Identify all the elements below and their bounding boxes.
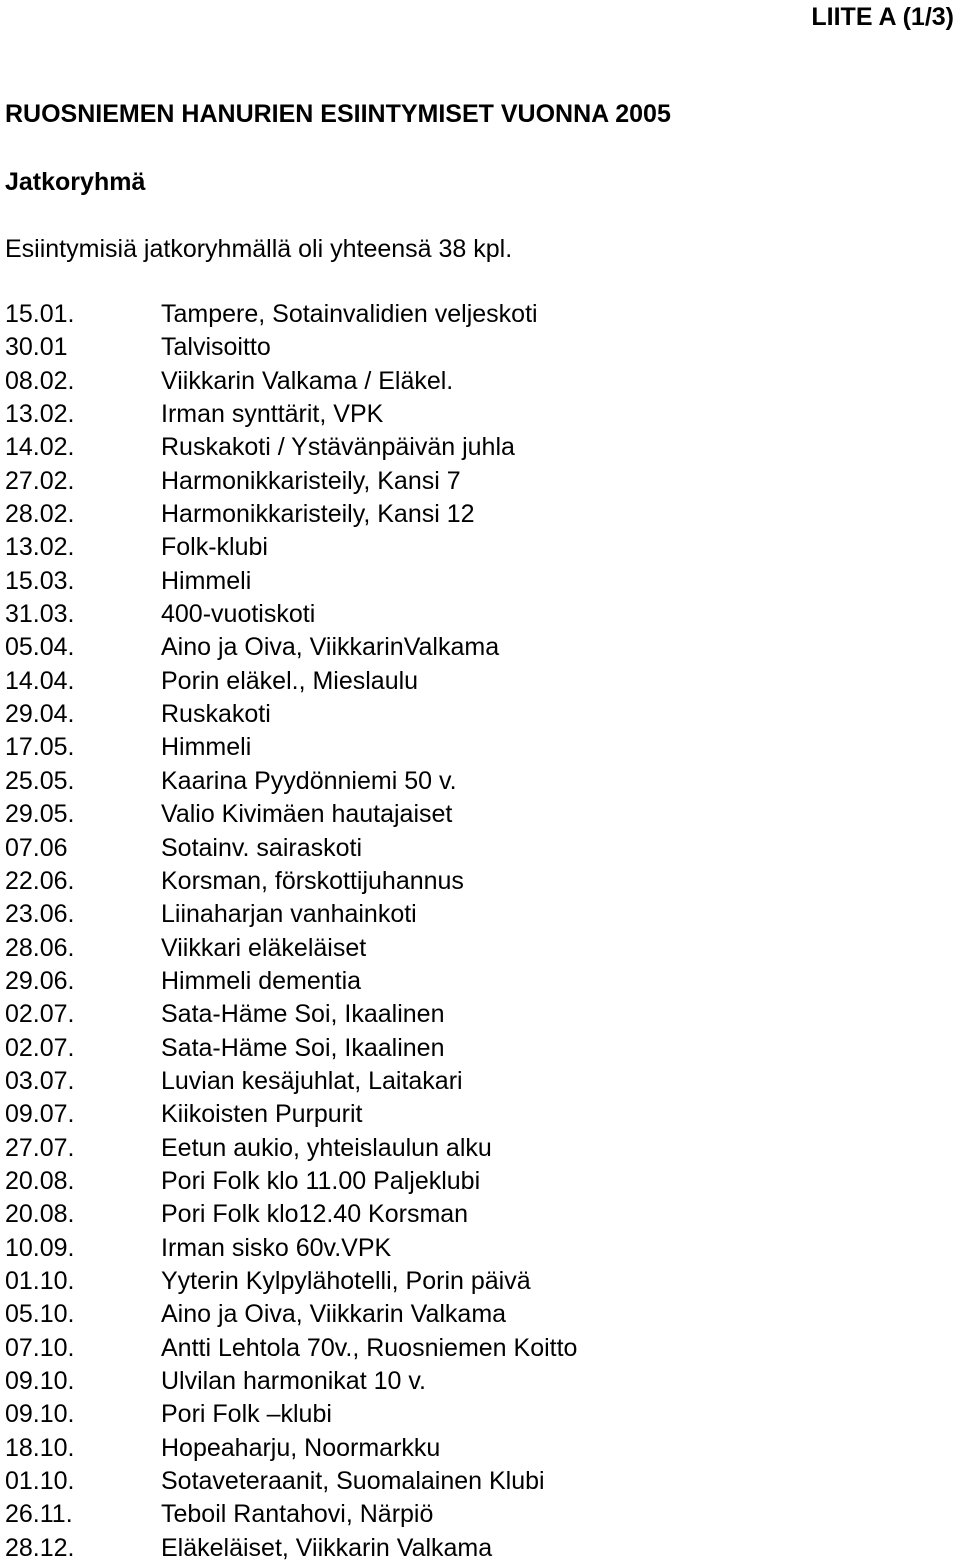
- performance-row: [5, 698, 577, 731]
- performance-event: Yyterin Kylpylähotelli, Porin päivä: [161, 1266, 531, 1295]
- performance-row: [5, 498, 577, 531]
- performance-event: Ulvilan harmonikat 10 v.: [161, 1367, 426, 1395]
- performance-event: Harmonikkaristeily, Kansi 7: [161, 466, 461, 495]
- performance-date: 26.11.: [5, 1500, 73, 1529]
- performance-date: 02.07.: [5, 1000, 75, 1029]
- performance-date: 22.06.: [5, 866, 75, 895]
- performance-date: 27.02.: [5, 466, 75, 495]
- performance-event: Ruskakoti / Ystävänpäivän juhla: [161, 433, 515, 462]
- performance-date: 27.07.: [5, 1133, 75, 1162]
- performance-event: Kaarina Pyydönniemi 50 v.: [161, 766, 457, 795]
- performance-date: 07.10.: [5, 1333, 75, 1362]
- performance-row: [5, 765, 577, 798]
- performance-row: [5, 798, 577, 831]
- performance-date: 08.02.: [5, 366, 75, 395]
- performance-date: 15.01.: [5, 300, 75, 328]
- performance-event: Himmeli dementia: [161, 966, 362, 995]
- performance-row: [5, 331, 577, 364]
- performance-date: 05.10.: [5, 1300, 75, 1329]
- performance-row: [5, 531, 577, 564]
- performance-date: 29.05.: [5, 800, 75, 829]
- performance-event: Luvian kesäjuhlat, Laitakari: [161, 1066, 463, 1095]
- performance-event: Tampere, Sotainvalidien veljeskoti: [161, 300, 538, 328]
- performance-date: 13.02.: [5, 533, 75, 562]
- performance-event: Kiikoisten Purpurit: [161, 1100, 363, 1129]
- performance-event: Aino ja Oiva, ViikkarinValkama: [161, 633, 500, 662]
- performance-row: [5, 1532, 577, 1565]
- performance-row: [5, 1498, 577, 1531]
- performance-event: Irman sisko 60v.VPK: [161, 1233, 392, 1262]
- performance-date: 10.09.: [5, 1233, 75, 1262]
- performance-row: [5, 1398, 577, 1431]
- performance-date: 09.10.: [5, 1367, 75, 1395]
- performance-event: Folk-klubi: [161, 533, 268, 562]
- appendix-label: LIITE A (1/3): [811, 3, 954, 31]
- performance-row: [5, 565, 577, 598]
- performance-date: 30.01: [5, 333, 68, 362]
- performance-date: 03.07.: [5, 1066, 75, 1095]
- performance-row: [5, 1198, 577, 1231]
- performance-event: Pori Folk –klubi: [161, 1400, 332, 1429]
- performance-row: [5, 832, 577, 865]
- performance-row: [5, 865, 577, 898]
- performance-date: 09.07.: [5, 1100, 75, 1129]
- performance-row: [5, 998, 577, 1031]
- performance-event: Liinaharjan vanhainkoti: [161, 900, 417, 929]
- performance-event: Viikkari eläkeläiset: [161, 933, 367, 962]
- performance-row: [5, 932, 577, 965]
- performance-date: 28.12.: [5, 1533, 75, 1562]
- performance-row: [5, 731, 577, 764]
- group-heading: Jatkoryhmä: [5, 168, 146, 196]
- performance-row: [5, 1432, 577, 1465]
- performance-event: Irman synttärit, VPK: [161, 400, 384, 429]
- performance-row: [5, 1365, 577, 1398]
- performance-row: [5, 1132, 577, 1165]
- performance-event: Sotainv. sairaskoti: [161, 833, 363, 862]
- performance-date: 02.07.: [5, 1033, 75, 1062]
- performance-date: 01.10.: [5, 1266, 75, 1295]
- performance-event: Himmeli: [161, 566, 252, 595]
- performance-event: Harmonikkaristeily, Kansi 12: [161, 500, 475, 529]
- performance-event: Sata-Häme Soi, Ikaalinen: [161, 1033, 445, 1062]
- performance-date: 20.08.: [5, 1166, 75, 1195]
- performance-row: [5, 631, 577, 664]
- performance-event: Himmeli: [161, 733, 252, 762]
- performance-event: Sata-Häme Soi, Ikaalinen: [161, 1000, 445, 1029]
- performance-row: [5, 1032, 577, 1065]
- performance-date: 31.03.: [5, 600, 75, 629]
- performance-date: 23.06.: [5, 900, 75, 929]
- performance-date: 14.02.: [5, 433, 75, 462]
- performance-event: Eläkeläiset, Viikkarin Valkama: [161, 1533, 493, 1562]
- performance-event: Antti Lehtola 70v., Ruosniemen Koitto: [161, 1333, 578, 1362]
- performance-event: Viikkarin Valkama / Eläkel.: [161, 366, 454, 395]
- performance-row: [5, 965, 577, 998]
- performance-event: Talvisoitto: [161, 333, 271, 362]
- performance-event: Korsman, förskottijuhannus: [161, 866, 464, 895]
- performance-date: 14.04.: [5, 666, 75, 695]
- performance-date: 25.05.: [5, 766, 75, 795]
- performance-row: [5, 1465, 577, 1498]
- performance-date: 20.08.: [5, 1200, 75, 1229]
- performance-date: 29.04.: [5, 700, 75, 729]
- performance-event: Sotaveteraanit, Suomalainen Klubi: [161, 1467, 545, 1496]
- performance-row: [5, 1232, 577, 1265]
- performance-row: [5, 465, 577, 498]
- performance-event: Ruskakoti: [161, 700, 271, 729]
- performance-event: Pori Folk klo12.40 Korsman: [161, 1200, 469, 1229]
- performance-row: [5, 1265, 577, 1298]
- performance-event: Aino ja Oiva, Viikkarin Valkama: [161, 1300, 507, 1329]
- performance-summary: Esiintymisiä jatkoryhmällä oli yhteensä 38 kpl.: [5, 235, 513, 263]
- performance-event: Teboil Rantahovi, Närpiö: [161, 1500, 434, 1529]
- performance-row: [5, 298, 577, 331]
- performance-row: [5, 1332, 577, 1365]
- performance-event: 400-vuotiskoti: [161, 600, 316, 629]
- performance-date: 07.06: [5, 833, 68, 862]
- performance-row: [5, 665, 577, 698]
- performance-row: [5, 365, 577, 398]
- performance-row: [5, 598, 577, 631]
- performance-date: 28.06.: [5, 933, 75, 962]
- performance-row: [5, 1065, 577, 1098]
- document-title: RUOSNIEMEN HANURIEN ESIINTYMISET VUONNA 2005: [5, 100, 671, 128]
- performance-row: [5, 898, 577, 931]
- performance-date: 13.02.: [5, 400, 75, 429]
- performance-date: 29.06.: [5, 966, 75, 995]
- performance-event: Pori Folk klo 11.00 Paljeklubi: [161, 1166, 481, 1195]
- performance-row: [5, 1298, 577, 1331]
- performance-date: 09.10.: [5, 1400, 75, 1429]
- performance-list: [5, 298, 577, 1565]
- performance-event: Eetun aukio, yhteislaulun alku: [161, 1133, 492, 1162]
- performance-date: 17.05.: [5, 733, 75, 762]
- performance-event: Valio Kivimäen hautajaiset: [161, 800, 453, 829]
- performance-date: 15.03.: [5, 566, 75, 595]
- performance-date: 05.04.: [5, 633, 75, 662]
- performance-row: [5, 1165, 577, 1198]
- performance-date: 18.10.: [5, 1433, 75, 1462]
- performance-event: Porin eläkel., Mieslaulu: [161, 666, 419, 695]
- performance-row: [5, 398, 577, 431]
- performance-row: [5, 1098, 577, 1131]
- performance-date: 28.02.: [5, 500, 75, 529]
- performance-date: 01.10.: [5, 1467, 75, 1496]
- performance-event: Hopeaharju, Noormarkku: [161, 1433, 441, 1462]
- performance-row: [5, 431, 577, 464]
